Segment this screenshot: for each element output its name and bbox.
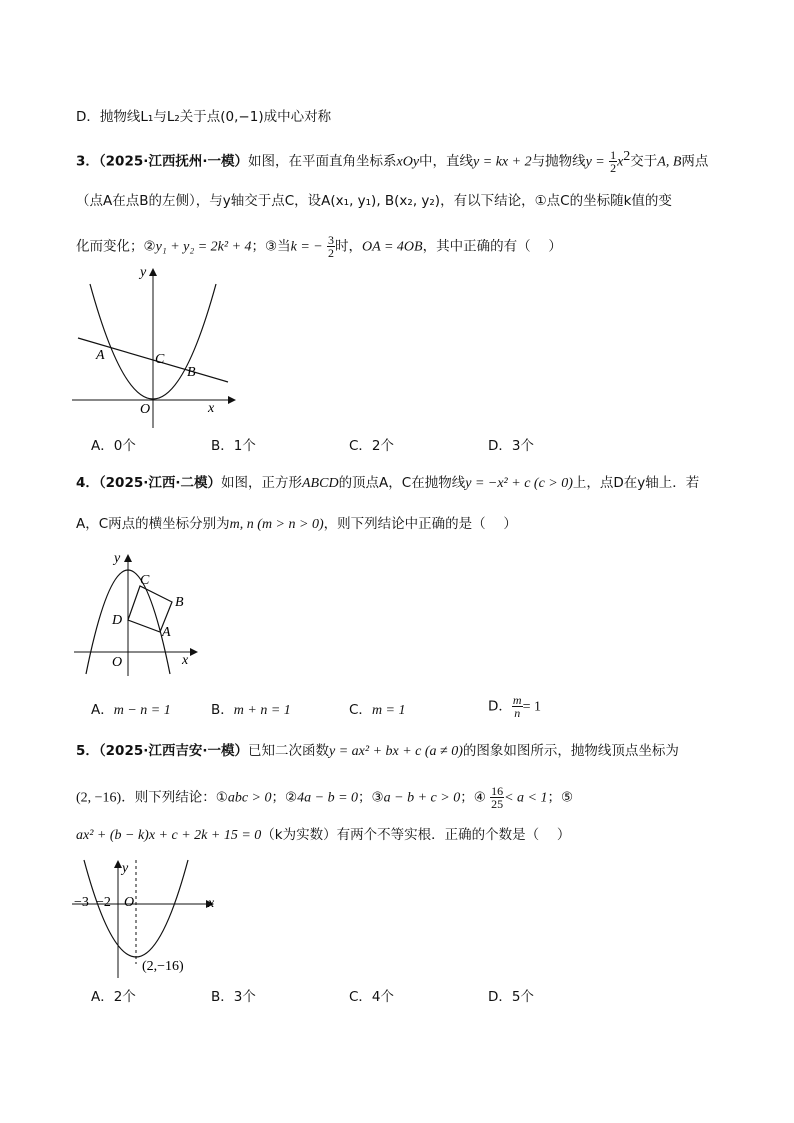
q4-option-b-math: m + n = 1 [233, 703, 291, 718]
q4-frac-num: m [512, 693, 522, 707]
q3-option-b[interactable]: B．1个 [211, 438, 256, 454]
q5-text-2b: ．则下列结论：① [121, 789, 228, 806]
q4-graph-c-label: C [140, 573, 150, 588]
q4-option-c[interactable] [349, 701, 406, 720]
q5-text-2h: ；④ [460, 789, 486, 806]
q3-frac-num: 1 [610, 148, 617, 162]
q4-text-1c: 的顶点A，C在抛物线 [338, 475, 466, 491]
q4-option-b-label: B． [211, 702, 234, 718]
q3-graph-origin-label: O [140, 402, 151, 417]
q3-math-x: x [617, 154, 624, 170]
q3-graph [70, 262, 240, 432]
q3-frac-den: 2 [610, 161, 617, 175]
q3-text-3c: ；③当 [251, 238, 291, 255]
q3-source: （2025·江西抚州·一模） [98, 153, 248, 170]
q3-graph-b-label: B [187, 365, 196, 380]
q5-graph-origin-label: O [124, 895, 135, 910]
q4-frac-den: n [514, 706, 521, 720]
q4-text-2a: A，C两点的横坐标分别为 [76, 516, 230, 532]
q3-fraction-half [609, 149, 617, 174]
q5-option-d[interactable]: D．5个 [488, 989, 534, 1005]
q4-graph-x-label: x [182, 653, 189, 668]
q3-graph-y-label: y [140, 265, 147, 280]
q5-frac-den: 25 [491, 797, 504, 811]
q3-math-parabola-lhs: y = [585, 154, 605, 170]
q5-text-2f: ；③ [358, 789, 384, 806]
q3-text-1j: 两点 [681, 153, 709, 170]
q5-text-3b: （k为实数）有两个不等实根．正确的个数是（ ） [261, 827, 571, 843]
q3-text-2: （点A在点B的左侧），与y轴交于点C，设A(x₁, y₁), B(x₂, y₂)，有以下结论，①点C的坐标随k值的变 [76, 193, 672, 209]
q3-number: 3． [76, 153, 99, 170]
q5-text-1c: 的图象如图所示，抛物线顶点坐标为 [462, 743, 679, 759]
q3-frac2-den: 2 [328, 246, 335, 260]
q3-frac2-num: 3 [328, 233, 335, 247]
q4-option-d-label: D． [488, 698, 512, 715]
q4-graph-a-label: A [162, 625, 171, 640]
q4-graph-origin-label: O [112, 655, 123, 670]
q5-fraction [490, 785, 504, 810]
q3-text-1e: 与抛物线 [531, 153, 586, 170]
q5-graph-tick-neg3: −3 [74, 895, 89, 910]
q5-graph-vertex-label: (2,−16) [142, 959, 184, 974]
q4-graph-y-label: y [114, 551, 121, 566]
q5-math-abc-sum: a − b + c > 0 [383, 790, 461, 806]
q4-line-2 [76, 515, 517, 534]
q3-option-c[interactable]: C．2个 [349, 438, 395, 454]
q5-option-a[interactable]: A．2个 [91, 989, 136, 1005]
q4-math-parabola: y = −x² + c (c > 0) [465, 476, 573, 491]
q4-source: （2025·江西·二模） [98, 475, 221, 491]
q2-option-d [76, 108, 331, 126]
q3-graph-x-label: x [208, 401, 215, 416]
q3-math-ab: A, B [657, 154, 682, 170]
q3-graph-a-label: A [96, 348, 105, 363]
q3-text-3g: ，其中正确的有（ ） [422, 238, 562, 255]
q5-option-c[interactable]: C．4个 [349, 989, 395, 1005]
q4-text-1e: 上，点D在y轴上．若 [572, 475, 700, 491]
q5-math-equation: ax² + (b − k)x + c + 2k + 15 = 0 [76, 828, 262, 843]
q3-line-2 [76, 192, 672, 210]
q5-graph-x-label: x [208, 896, 215, 911]
q5-line-1 [76, 742, 679, 761]
q4-option-c-label: C． [349, 702, 372, 718]
q3-text-1a: 如图，在平面直角坐标系 [248, 153, 397, 170]
q3-option-a[interactable]: A．0个 [91, 438, 136, 454]
q4-math-abcd: ABCD [302, 476, 339, 491]
q3-option-d[interactable]: D．3个 [488, 438, 534, 454]
q3-line-3 [76, 234, 562, 259]
q3-fraction-three-halves [327, 234, 335, 259]
q5-graph-tick-neg2: −2 [96, 895, 111, 910]
q4-option-c-math: m = 1 [371, 703, 406, 718]
q5-text-2d: ；② [271, 789, 298, 806]
q5-source: （2025·江西吉安·一模） [98, 743, 248, 759]
q3-math-line: y = kx + 2 [473, 154, 532, 170]
q3-math-sum: y₁ + y₂ = 2k² + 4 [155, 239, 252, 255]
q5-text-1a: 已知二次函数 [248, 743, 329, 759]
q4-option-a-math: m − n = 1 [113, 703, 171, 718]
q5-option-b[interactable]: B．3个 [211, 989, 256, 1005]
q5-math-4ab: 4a − b = 0 [297, 790, 359, 806]
q4-text-2c: ，则下列结论中正确的是（ ） [323, 516, 517, 532]
q5-graph [70, 854, 230, 984]
q4-option-d-rest: = 1 [522, 699, 541, 715]
q4-text-1a: 如图，正方形 [221, 475, 302, 491]
q3-graph-c-label: C [155, 352, 165, 367]
q4-graph [72, 548, 202, 678]
q3-text-3e: 时， [335, 238, 363, 255]
q5-graph-y-label: y [122, 861, 129, 876]
q5-line-3 [76, 826, 570, 845]
q5-math-function: y = ax² + bx + c (a ≠ 0) [329, 744, 463, 759]
q5-frac-num: 16 [491, 784, 504, 798]
q4-graph-d-label: D [112, 613, 123, 628]
q4-number: 4． [76, 475, 99, 491]
q4-option-d-fraction [512, 694, 523, 719]
q3-math-oa: OA = 4OB [362, 239, 423, 255]
q4-option-a[interactable] [91, 701, 171, 720]
q3-math-xoy: xOy [396, 154, 420, 170]
q4-option-a-label: A． [91, 702, 114, 718]
q5-line-2 [76, 785, 573, 810]
q3-text-3a: 化而变化；② [76, 238, 156, 255]
q4-graph-b-label: B [175, 595, 184, 610]
q5-math-vertex: (2, −16) [76, 790, 122, 806]
q4-math-mn: m, n (m > n > 0) [229, 517, 324, 532]
q2-option-d-label: D． [76, 109, 100, 125]
q4-option-b[interactable] [211, 701, 291, 720]
q5-math-abc: abc > 0 [227, 790, 272, 806]
q4-line-1 [76, 474, 699, 493]
q5-number: 5． [76, 743, 99, 759]
q3-text-1c: 中，直线 [419, 153, 474, 170]
q2-option-d-text: 抛物线L₁与L₂关于点(0,−1)成中心对称 [99, 109, 332, 125]
q4-option-d[interactable] [488, 694, 541, 719]
q5-math-a-range: < a < 1 [504, 790, 548, 806]
q5-text-2j: ；⑤ [547, 789, 574, 806]
q3-line-1: 3．（2025·江西抚州·一模）如图，在平面直角坐标系xOy中，直线y = kx + 2与抛物线y = $\frac{1}{2}$ $x^2$交于A, B两点 [76, 148, 709, 175]
q3-text-1h: 交于 [630, 153, 658, 170]
q3-math-k: k = − [290, 239, 323, 255]
